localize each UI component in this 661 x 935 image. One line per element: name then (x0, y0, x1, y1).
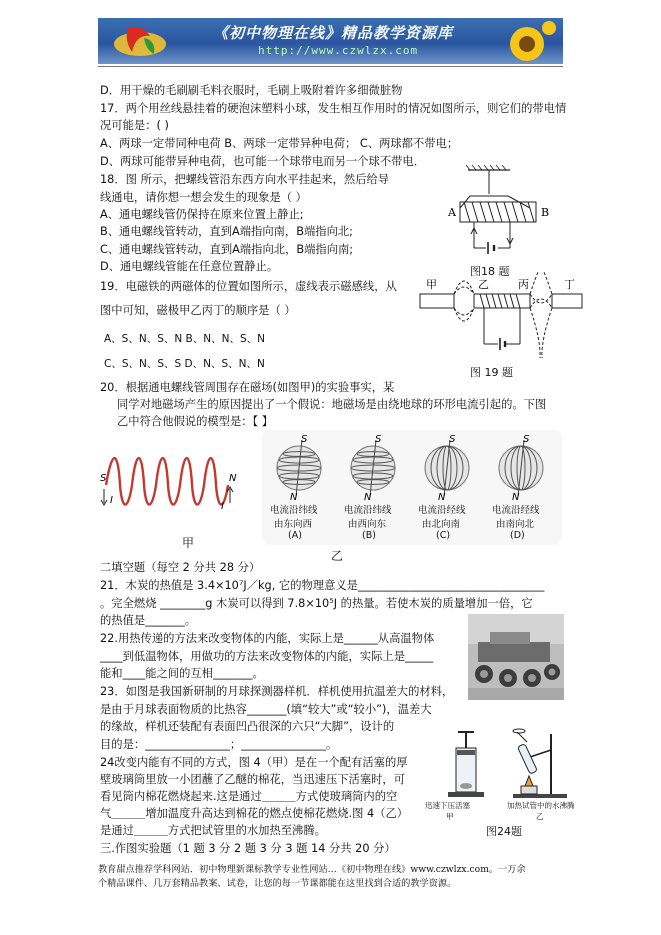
figure-19-electromagnets (418, 272, 588, 364)
q23-line2: 是由于月球表面物质的比热容_______(填“较大”或“较小”)，温差大 (100, 703, 432, 716)
q17-options-abc: A、两球一定带同种电荷 B、两球一定带异种电荷； C、两球都不带电； (100, 137, 459, 150)
globe-b-s: S (375, 434, 382, 445)
header-banner (98, 18, 563, 64)
globe-model-c (414, 430, 484, 545)
q19-options-ab: A、S、N、S、N B、N、N、S、N (104, 333, 265, 345)
site-title: 《初中物理在线》精品教学资源库 (213, 24, 454, 42)
coil-current-right: I (221, 501, 224, 512)
pole-bing: 丙 (518, 278, 529, 291)
globe-c-line1: 电流沿经线 (418, 505, 466, 516)
q18-stem-line2: 线通电，请你想一想会发生的现象是（ ） (100, 191, 307, 204)
globe-d-line1: 电流沿经线 (492, 505, 540, 516)
globe-d-s: S (523, 434, 530, 445)
globe-a-s: S (301, 434, 308, 445)
globe-d-n: N (512, 492, 520, 502)
lunar-rover-photo (468, 614, 564, 700)
site-url[interactable]: http://www.czwlzx.com (258, 44, 419, 57)
figure-24-right-label1: 加热试管中的水沸腾 (507, 801, 575, 810)
globe-d-drawing (488, 430, 558, 502)
coil-current-left: I (110, 495, 113, 506)
globe-c-drawing (414, 430, 484, 502)
footer-line2: 个精品课件、几万套精品教案、试卷，让您的每一节课都能在这里找到合适的教学资源。 (98, 878, 457, 889)
globe-a-line2: 由东向西 (274, 519, 313, 530)
q19-options-cd: C、S、N、S、S D、N、S、N、N (104, 358, 265, 370)
q16-option-d: D．用干燥的毛刷刷毛料衣服时，毛刷上吸附着许多细微脏物 (100, 84, 403, 97)
globe-model-b (340, 430, 410, 545)
solenoid-end-a: A (448, 206, 456, 219)
q22-line3: 能和____能之间的互相_______。 (100, 667, 264, 680)
globe-a-n: N (290, 492, 298, 502)
q18-option-a: A、通电螺线管仍保持在原来位置上静止; (100, 208, 304, 221)
header-divider (98, 66, 563, 67)
q23-line4: 目的是：_______________；_______________。 (100, 738, 338, 751)
q23-line3: 的缘故，样机还装配有表面凹凸很深的六只“大脚”，设计的 (100, 720, 395, 733)
q23-line1: 23．如图是我国新研制的月球探测器样机．样机使用抗温差大的材料， (100, 685, 454, 698)
figure-24-boiling-tube (505, 728, 575, 800)
section-3-title: 三.作图实验题（1 题 3 分 2 题 3 分 3 题 14 分共 20 分） (100, 842, 396, 855)
q24-line5: 是通过＿＿＿方式把试管里的水加热至沸腾。 (100, 824, 326, 837)
globe-model-d (488, 430, 558, 545)
figure-24-left-label1: 迅速下压活塞 (425, 801, 470, 810)
globe-c-tag: (C) (436, 530, 451, 541)
q18-option-c: C、通电螺线管转动，直到A端指向北，B端指向南; (100, 243, 354, 256)
q18-option-d: D、通电螺线管能在任意位置静止。 (100, 260, 279, 273)
globe-c-n: N (438, 492, 446, 502)
q20-stem-line1: 20．根据通电螺线管周围存在磁场(如图甲)的实验事实，某 (100, 381, 395, 394)
q19-stem-line1: 19．电磁铁的两磁体的位置如图所示，虚线表示磁感线，从 (100, 280, 397, 293)
globe-model-a (266, 430, 336, 545)
globe-b-tag: (B) (362, 530, 376, 541)
q18-stem-line1: 18．图 所示，把螺线管沿东西方向水平挂起来，然后给导 (100, 173, 390, 186)
q17-stem-line1: 17．两个用丝线悬挂着的硬泡沫塑料小球，发生相互作用时的情况如图所示，则它们的带电情 (100, 102, 567, 115)
coil-pole-s: S (100, 473, 107, 484)
footer-line1: 教育甜点推荐学科网站．初中物理新课标教学专业性网站…《初中物理在线》www.czwlzx.com。一万余 (98, 864, 526, 875)
q21-line3: 的热值是_______。 (100, 614, 197, 627)
coil-pole-n: N (229, 473, 237, 484)
globe-b-n: N (364, 492, 372, 502)
globe-c-s: S (449, 434, 456, 445)
figure-18-solenoid (440, 164, 556, 262)
q20-stem-line3: 乙中符合他假说的模型是：【 】 (117, 415, 274, 428)
page-footer (98, 863, 568, 891)
globe-c-line2: 由北向南 (422, 519, 461, 530)
figure-18-caption: 图18 题 (470, 265, 510, 278)
globe-b-line2: 由西向东 (348, 519, 387, 530)
figure-20-label-yi: 乙 (331, 549, 344, 563)
q21-line1: 21．木炭的热值是 3.4×10⁷J／kg, 它的物理意义是_________________________________ (100, 579, 545, 592)
globe-a-tag: (A) (288, 530, 302, 541)
figure-20-label-jia: 甲 (182, 536, 195, 550)
q18-option-b: B、通电螺线管转动，直到A端指向南，B端指向北; (100, 225, 353, 238)
solenoid-end-b: B (541, 206, 550, 219)
q24-line1: 24改变内能有不同的方式，图 4（甲）是在一个配有活塞的厚 (100, 756, 408, 769)
q20-stem-line2: 同学对地磁场产生的原因提出了一个假说：地磁场是由绕地球的环形电流引起的。下图 (117, 398, 547, 411)
q17-option-d: D、两球可能带异种电荷，也可能一个球带电而另一个球不带电． (100, 155, 426, 168)
figure-20-coil (100, 445, 238, 515)
globe-b-drawing (340, 430, 410, 502)
globe-b-line1: 电流沿纬线 (344, 505, 392, 516)
q21-line2: 。完全燃烧 ________g 木炭可以得到 7.8×10⁵J 的热量。若使木炭的质量增加一倍，它 (100, 597, 533, 610)
globe-a-line1: 电流沿纬线 (270, 505, 318, 516)
q24-line4: 气＿＿＿增加温度升高达到棉花的燃点使棉花燃烧.图 4（乙） (100, 807, 409, 820)
figure-24-caption: 图24题 (486, 825, 522, 838)
q22-line1: 22.用热传递的方法来改变物体的内能，实际上是______从高温物体 (100, 632, 435, 645)
figure-24-right-label2: 乙 (536, 812, 544, 821)
globe-a-drawing (266, 430, 336, 502)
q19-stem-line2: 图中可知，磁极甲乙丙丁的顺序是（ ） (100, 304, 296, 317)
pole-jia: 甲 (426, 278, 437, 291)
figure-24-compression-cylinder (436, 728, 496, 800)
q22-line2: ____到低温物体，用做功的方法来改变物体的内能，实际上是_____ (100, 650, 434, 663)
globe-d-line2: 由南向北 (496, 519, 535, 530)
figure-20-globes (262, 430, 562, 545)
globe-d-tag: (D) (510, 530, 525, 541)
sunflower-icon (497, 20, 557, 64)
q17-stem-line2: 况可能是：( ) (100, 119, 169, 132)
figure-19-caption: 图 19 题 (470, 366, 513, 379)
pole-yi: 乙 (478, 278, 489, 291)
figure-24-left-label2: 甲 (446, 812, 454, 821)
pole-ding: 丁 (564, 278, 575, 291)
section-2-title: 二填空题（每空 2 分共 28 分） (100, 561, 261, 574)
q24-line3: 看见筒内棉花燃烧起来.这是通过＿＿＿方式使玻璃筒内的空 (100, 790, 398, 803)
site-logo-icon (110, 22, 170, 60)
q24-line2: 壁玻璃筒里放一小团蘸了乙醚的棉花，当迅速压下活塞时，可 (100, 773, 406, 786)
